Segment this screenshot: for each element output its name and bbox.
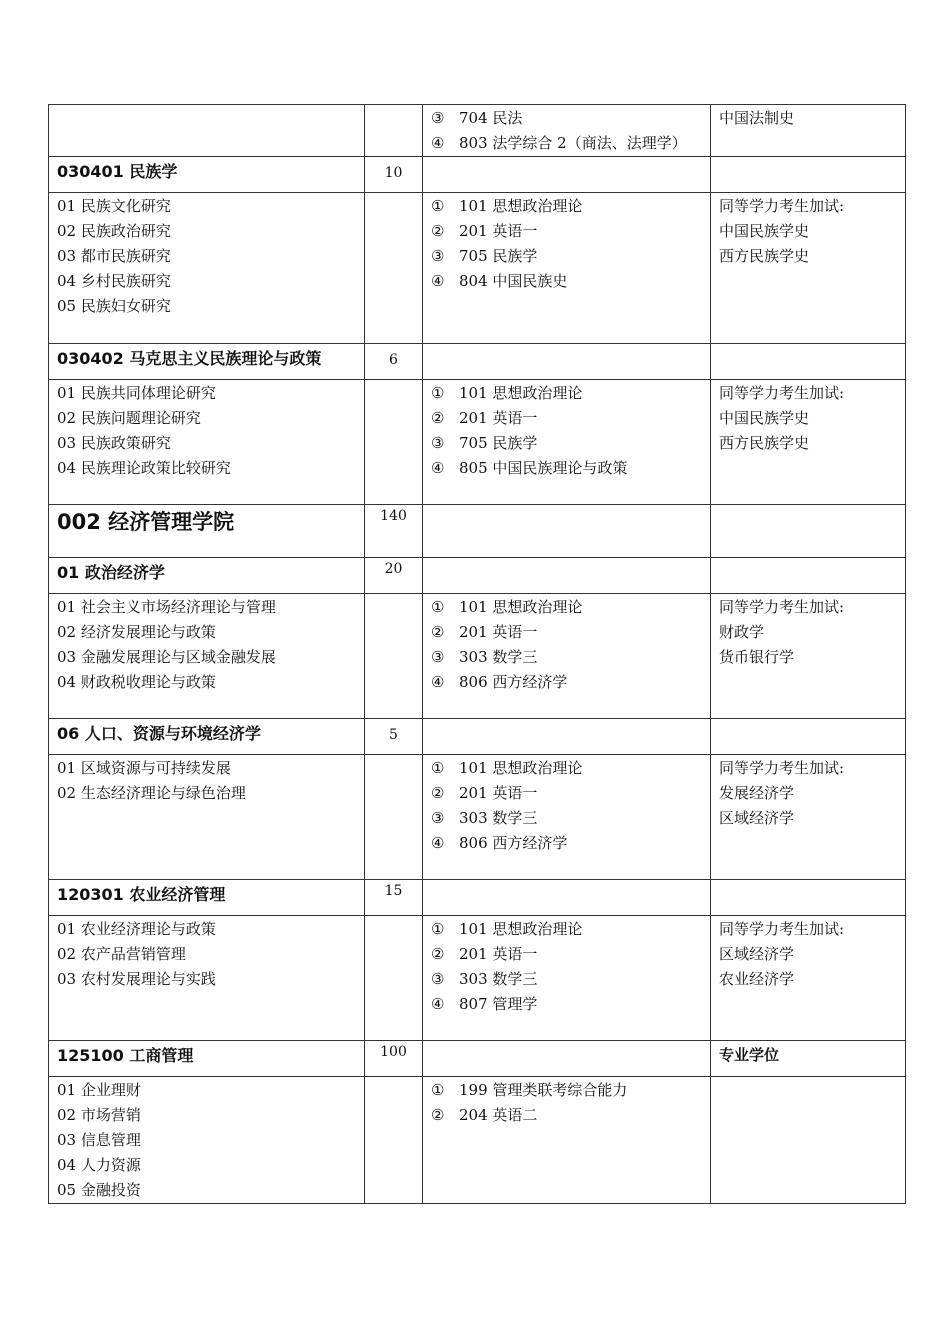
major-row (49, 1041, 906, 1077)
directions-cell (49, 193, 365, 344)
notes-cell (711, 1077, 906, 1204)
detail-row (49, 193, 906, 344)
subject-item (431, 1103, 702, 1128)
direction-item: 04 民族理论政策比较研究 (57, 459, 231, 477)
subject-item (431, 992, 702, 1017)
subject-number: ③ (431, 809, 445, 827)
subject-item (431, 620, 702, 645)
subject-item (431, 595, 702, 620)
major-row (49, 344, 906, 380)
subject-number: ② (431, 945, 445, 963)
direction-item: 01 民族共同体理论研究 (57, 384, 216, 402)
subjects-list (423, 380, 710, 481)
subject-number: ① (431, 197, 445, 215)
subject-item (431, 244, 702, 269)
subject-item (431, 831, 702, 856)
subject-number: ② (431, 1106, 445, 1124)
quota-cell (365, 380, 423, 505)
subject-number: ③ (431, 109, 445, 127)
direction-item: 02 农产品营销管理 (57, 945, 186, 963)
subject-name: 303 数学三 (459, 970, 538, 988)
subjects-cell (423, 558, 711, 594)
note-item: 同等学力考生加试: (719, 759, 845, 777)
subject-name: 803 法学综合 2（商法、法理学） (459, 134, 687, 152)
notes-list (711, 1077, 905, 1078)
directions-cell (49, 594, 365, 719)
directions-cell (49, 105, 365, 157)
directions-list (49, 1077, 364, 1203)
subject-name: 807 管理学 (459, 995, 538, 1013)
note-item: 农业经济学 (719, 970, 795, 988)
major-row (49, 157, 906, 193)
subjects-cell (423, 505, 711, 558)
note-item: 区域经济学 (719, 809, 795, 827)
subject-name: 101 思想政治理论 (459, 197, 583, 215)
note-item: 中国法制史 (719, 109, 795, 127)
directions-cell (49, 380, 365, 505)
quota-cell (365, 558, 423, 594)
subject-item (431, 194, 702, 219)
subject-item (431, 756, 702, 781)
direction-item: 02 经济发展理论与政策 (57, 623, 216, 641)
subjects-cell (423, 719, 711, 755)
subject-name: 201 英语一 (459, 945, 538, 963)
notes-cell (711, 594, 906, 719)
subject-name: 201 英语一 (459, 784, 538, 802)
note-item: 西方民族学史 (719, 247, 810, 265)
quota-cell (365, 344, 423, 380)
subject-item (431, 1078, 702, 1103)
subjects-cell (423, 594, 711, 719)
subject-name: 806 西方经济学 (459, 673, 568, 691)
direction-item: 04 乡村民族研究 (57, 272, 171, 290)
subject-name: 199 管理类联考综合能力 (459, 1081, 628, 1099)
directions-cell (49, 755, 365, 880)
note-cell (711, 558, 906, 594)
note-cell (711, 880, 906, 916)
subjects-cell (423, 755, 711, 880)
subject-name: 201 英语一 (459, 623, 538, 641)
subjects-cell (423, 157, 711, 193)
subject-name: 101 思想政治理论 (459, 384, 583, 402)
direction-item: 02 市场营销 (57, 1106, 141, 1124)
subject-name: 101 思想政治理论 (459, 598, 583, 616)
directions-list (49, 755, 364, 806)
subject-number: ③ (431, 434, 445, 452)
subjects-list (423, 594, 710, 695)
quota-cell (365, 880, 423, 916)
direction-item: 01 社会主义市场经济理论与管理 (57, 598, 276, 616)
subject-name: 201 英语一 (459, 409, 538, 427)
college-row (49, 505, 906, 558)
quota-cell (365, 1041, 423, 1077)
subjects-cell (423, 105, 711, 157)
direction-item: 02 民族政治研究 (57, 222, 171, 240)
subject-number: ② (431, 623, 445, 641)
subjects-list (423, 755, 710, 856)
note-cell (711, 1041, 906, 1077)
detail-row (49, 755, 906, 880)
program-table (48, 104, 906, 1204)
college-name: 002 经济管理学院 (57, 510, 235, 534)
major-name: 125100 工商管理 (57, 1046, 194, 1065)
notes-cell (711, 380, 906, 505)
subject-name: 704 民法 (459, 109, 523, 127)
detail-row (49, 916, 906, 1041)
subject-number: ③ (431, 970, 445, 988)
direction-item: 03 都市民族研究 (57, 247, 171, 265)
notes-cell (711, 105, 906, 157)
subject-number: ① (431, 598, 445, 616)
major-name-cell (49, 157, 365, 193)
detail-row (49, 594, 906, 719)
major-name: 030401 民族学 (57, 162, 178, 181)
subject-item (431, 917, 702, 942)
subject-item (431, 106, 702, 131)
major-name: 01 政治经济学 (57, 563, 165, 582)
directions-list (49, 594, 364, 695)
notes-cell (711, 916, 906, 1041)
major-name-cell (49, 558, 365, 594)
subject-item (431, 781, 702, 806)
major-name: 030402 马克思主义民族理论与政策 (57, 349, 322, 368)
subject-name: 303 数学三 (459, 809, 538, 827)
subject-number: ③ (431, 648, 445, 666)
notes-list (711, 755, 905, 831)
subjects-list (423, 1077, 710, 1128)
quota-cell (365, 193, 423, 344)
quota-cell (365, 755, 423, 880)
direction-item: 03 信息管理 (57, 1131, 141, 1149)
enrollment-quota: 20 (384, 561, 403, 577)
major-name-cell (49, 505, 365, 558)
note-cell (711, 344, 906, 380)
direction-item: 05 金融投资 (57, 1181, 141, 1199)
subject-number: ④ (431, 995, 445, 1013)
enrollment-quota: 10 (384, 165, 403, 181)
subject-number: ① (431, 384, 445, 402)
quota-cell (365, 719, 423, 755)
quota-cell (365, 594, 423, 719)
degree-type-label: 专业学位 (719, 1046, 780, 1064)
subjects-cell (423, 880, 711, 916)
directions-list (49, 916, 364, 992)
notes-list (711, 380, 905, 456)
subject-item (431, 431, 702, 456)
note-cell (711, 505, 906, 558)
note-item: 中国民族学史 (719, 222, 810, 240)
major-row (49, 719, 906, 755)
subjects-list (423, 105, 710, 156)
enrollment-quota: 100 (380, 1044, 407, 1060)
direction-item: 01 区域资源与可持续发展 (57, 759, 231, 777)
subject-number: ④ (431, 834, 445, 852)
note-cell (711, 157, 906, 193)
detail-row (49, 380, 906, 505)
notes-list (711, 916, 905, 992)
major-name-cell (49, 344, 365, 380)
subject-name: 204 英语二 (459, 1106, 538, 1124)
subject-number: ② (431, 784, 445, 802)
detail-row (49, 1077, 906, 1204)
major-name-cell (49, 719, 365, 755)
direction-item: 03 民族政策研究 (57, 434, 171, 452)
note-cell (711, 719, 906, 755)
subject-item (431, 967, 702, 992)
enrollment-quota: 140 (380, 508, 407, 524)
subject-name: 805 中国民族理论与政策 (459, 459, 628, 477)
subject-name: 101 思想政治理论 (459, 920, 583, 938)
subject-name: 804 中国民族史 (459, 272, 568, 290)
detail-row (49, 105, 906, 157)
major-row (49, 558, 906, 594)
subjects-cell (423, 344, 711, 380)
subject-item (431, 942, 702, 967)
enrollment-quota: 15 (384, 883, 403, 899)
notes-list (711, 105, 905, 131)
directions-cell (49, 1077, 365, 1204)
direction-item: 01 企业理财 (57, 1081, 141, 1099)
quota-cell (365, 505, 423, 558)
subject-item (431, 645, 702, 670)
note-item: 发展经济学 (719, 784, 795, 802)
subjects-list (423, 916, 710, 1017)
major-row (49, 880, 906, 916)
direction-item: 05 民族妇女研究 (57, 297, 171, 315)
notes-list (711, 193, 905, 269)
direction-item: 04 人力资源 (57, 1156, 141, 1174)
quota-cell (365, 1077, 423, 1204)
note-item: 同等学力考生加试: (719, 920, 845, 938)
subject-item (431, 131, 702, 156)
quota-cell (365, 916, 423, 1041)
subject-name: 201 英语一 (459, 222, 538, 240)
direction-item: 01 农业经济理论与政策 (57, 920, 216, 938)
notes-cell (711, 193, 906, 344)
direction-item: 01 民族文化研究 (57, 197, 171, 215)
subject-item (431, 269, 702, 294)
subject-item (431, 406, 702, 431)
subject-number: ② (431, 409, 445, 427)
subjects-cell (423, 916, 711, 1041)
subjects-cell (423, 193, 711, 344)
subject-number: ④ (431, 673, 445, 691)
subject-name: 705 民族学 (459, 434, 538, 452)
major-name: 120301 农业经济管理 (57, 885, 226, 904)
subject-number: ① (431, 1081, 445, 1099)
quota-cell (365, 105, 423, 157)
subject-name: 101 思想政治理论 (459, 759, 583, 777)
subject-name: 705 民族学 (459, 247, 538, 265)
note-item: 财政学 (719, 623, 765, 641)
subject-number: ① (431, 920, 445, 938)
subjects-cell (423, 1041, 711, 1077)
note-item: 同等学力考生加试: (719, 197, 845, 215)
notes-cell (711, 755, 906, 880)
subject-number: ④ (431, 459, 445, 477)
subjects-cell (423, 380, 711, 505)
note-item: 货币银行学 (719, 648, 795, 666)
direction-item: 04 财政税收理论与政策 (57, 673, 216, 691)
notes-list (711, 594, 905, 670)
subjects-cell (423, 1077, 711, 1204)
subject-number: ④ (431, 272, 445, 290)
direction-item: 03 金融发展理论与区域金融发展 (57, 648, 276, 666)
directions-list (49, 105, 364, 106)
note-item: 同等学力考生加试: (719, 598, 845, 616)
directions-list (49, 380, 364, 481)
directions-list (49, 193, 364, 319)
enrollment-quota: 5 (389, 727, 398, 743)
quota-cell (365, 157, 423, 193)
subject-item (431, 219, 702, 244)
subject-item (431, 381, 702, 406)
subject-number: ③ (431, 247, 445, 265)
enrollment-quota: 6 (389, 352, 398, 368)
program-table-body (49, 105, 906, 1204)
subject-number: ④ (431, 134, 445, 152)
note-item: 区域经济学 (719, 945, 795, 963)
major-name-cell (49, 1041, 365, 1077)
directions-cell (49, 916, 365, 1041)
direction-item: 03 农村发展理论与实践 (57, 970, 216, 988)
note-item: 中国民族学史 (719, 409, 810, 427)
major-name: 06 人口、资源与环境经济学 (57, 724, 261, 743)
note-item: 西方民族学史 (719, 434, 810, 452)
subject-name: 303 数学三 (459, 648, 538, 666)
subject-item (431, 806, 702, 831)
subject-item (431, 456, 702, 481)
subjects-list (423, 193, 710, 294)
major-name-cell (49, 880, 365, 916)
subject-number: ② (431, 222, 445, 240)
subject-number: ① (431, 759, 445, 777)
note-item: 同等学力考生加试: (719, 384, 845, 402)
subject-item (431, 670, 702, 695)
direction-item: 02 生态经济理论与绿色治理 (57, 784, 246, 802)
subject-name: 806 西方经济学 (459, 834, 568, 852)
direction-item: 02 民族问题理论研究 (57, 409, 201, 427)
